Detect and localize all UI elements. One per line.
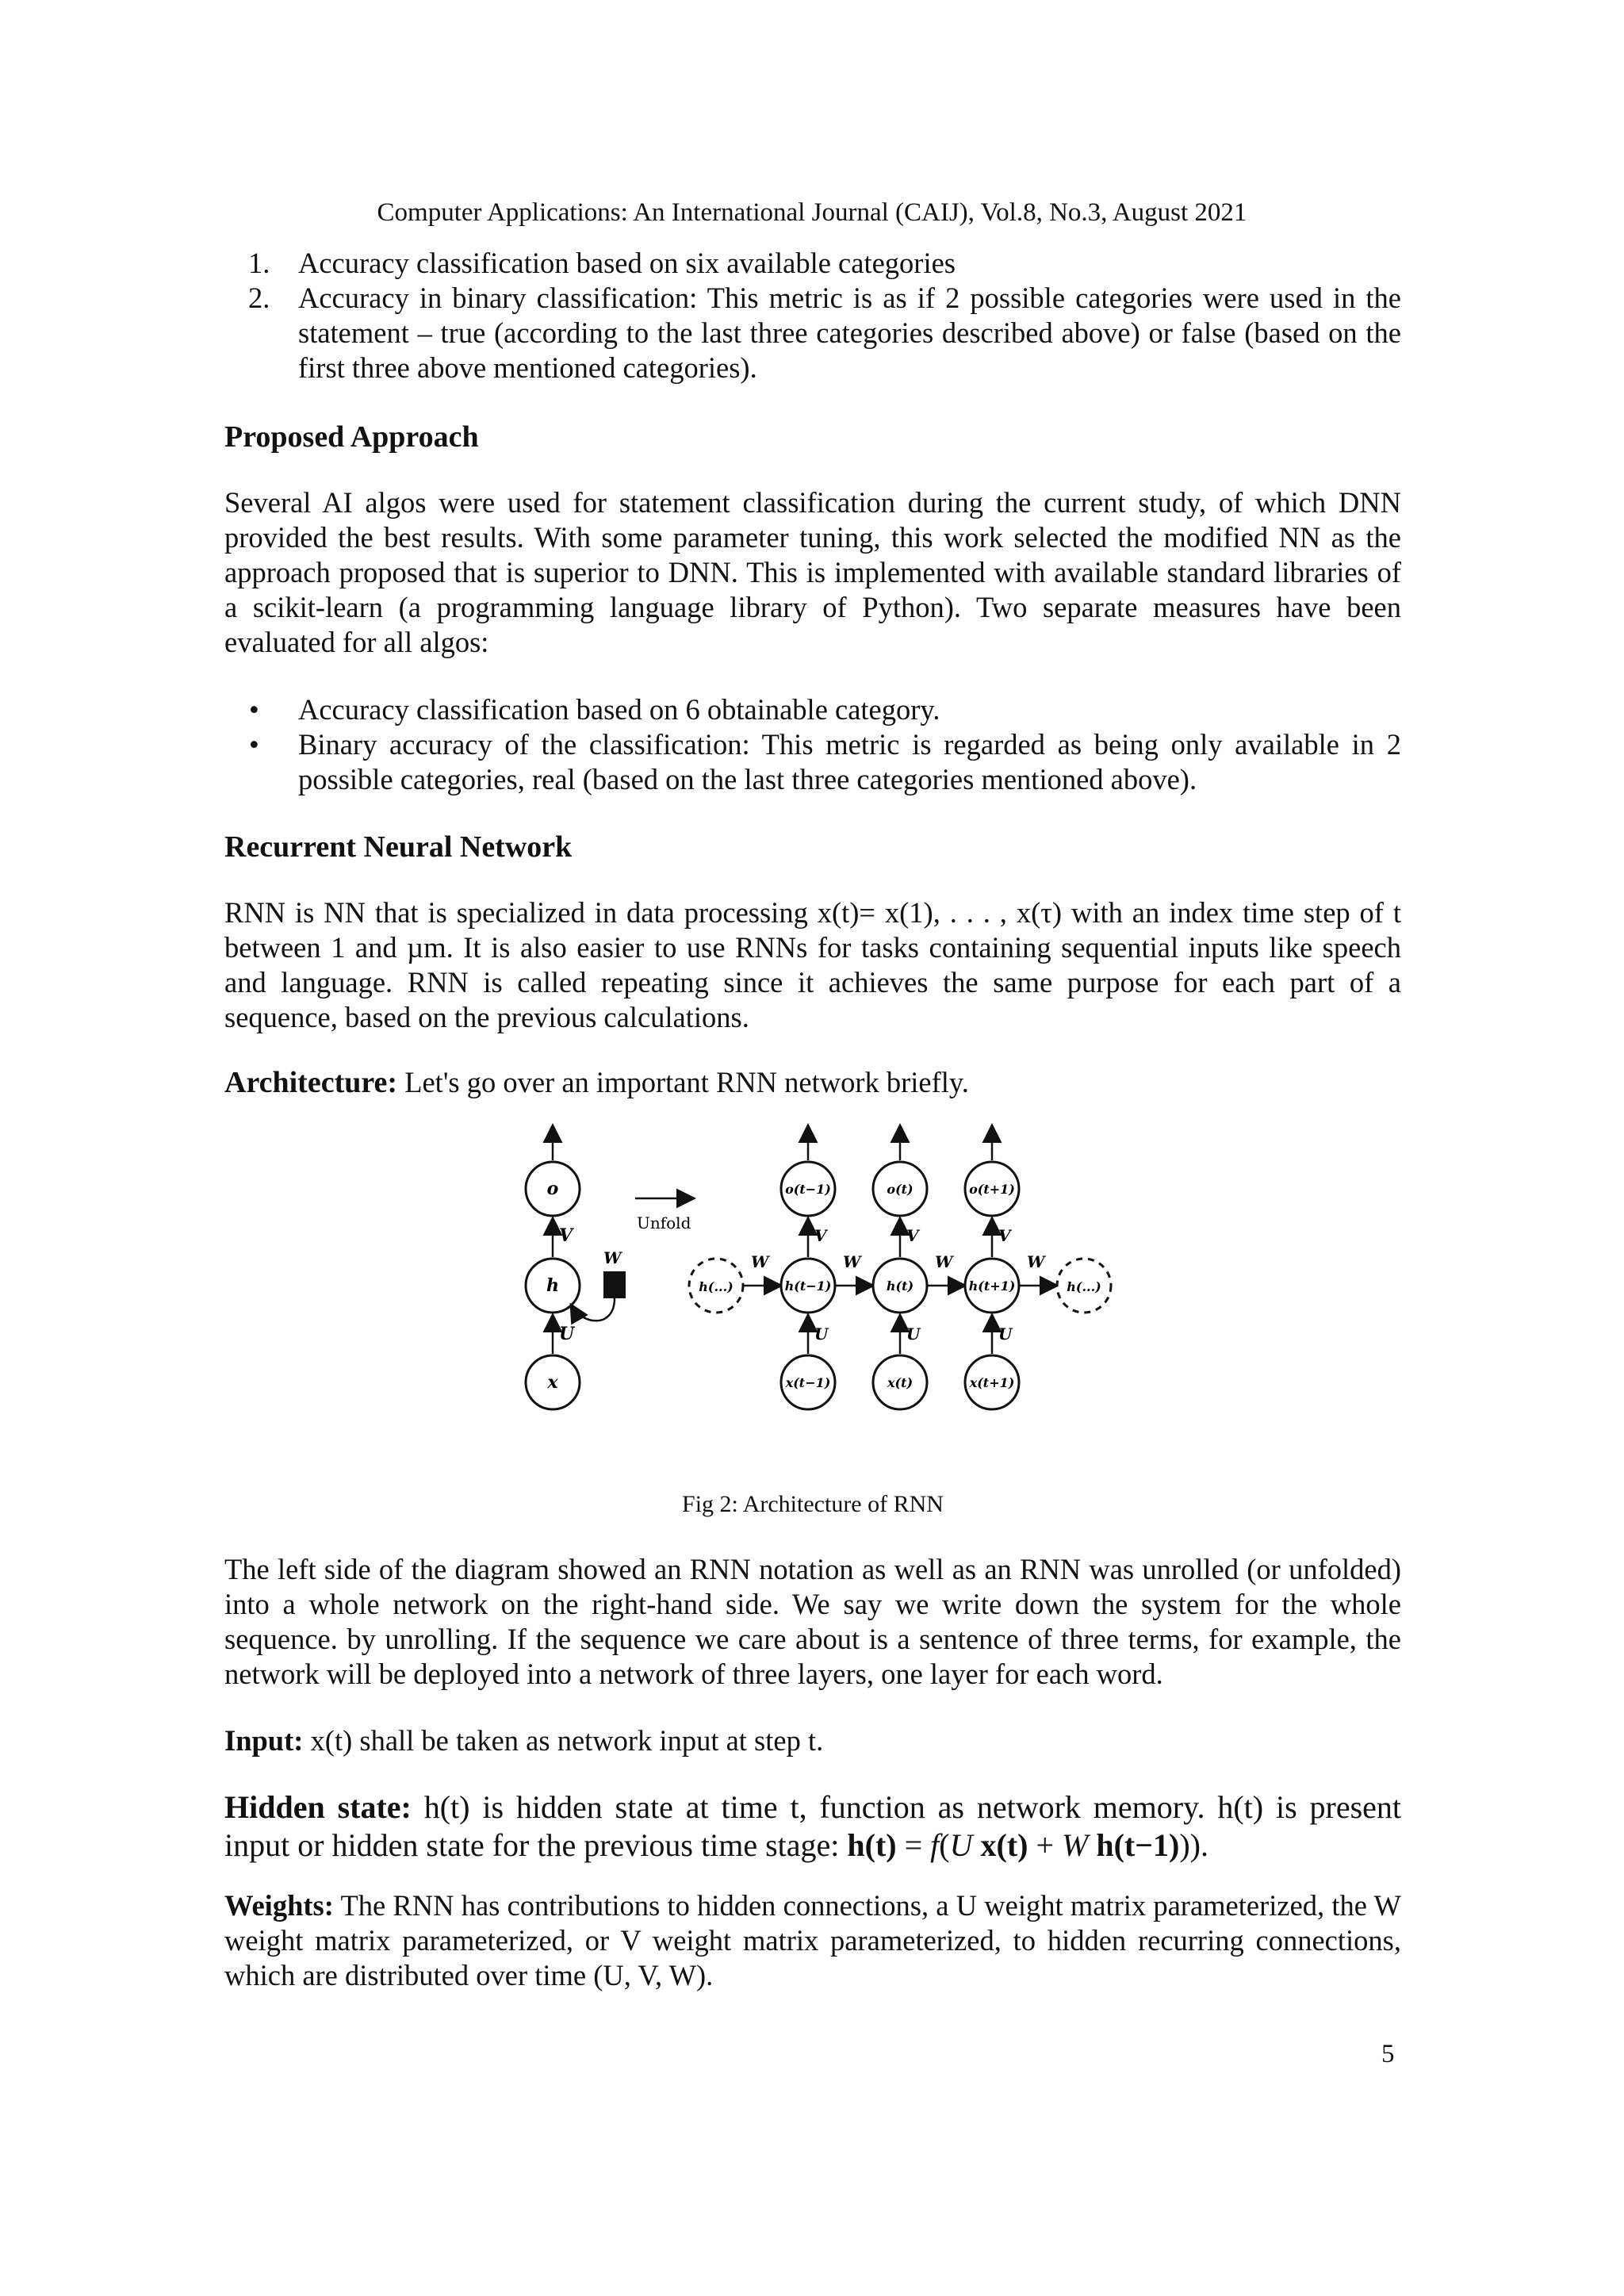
node-label-h: h	[546, 1275, 559, 1296]
node-label: h(t+1)	[968, 1278, 1016, 1294]
list-item-text: Accuracy classification based on six available categories	[298, 247, 956, 279]
rnn-paragraph: RNN is NN that is specialized in data processing x(t)= x(1), . . . , x(τ) with an index time step of t between 1 and µm. It is also easier to use RNNs for tasks containing sequential inputs like speech and language. RNN is called repeating since it achieves the same purpose for each part of a sequence, based on the previous calculations.	[224, 896, 1401, 1033]
rnn-diagram	[224, 1121, 1401, 1454]
formula-close: )).	[1179, 1827, 1208, 1863]
delay-square	[603, 1271, 626, 1298]
list-item	[224, 246, 1401, 281]
weights-paragraph	[224, 1888, 1401, 1993]
unfold-arrow	[635, 1198, 692, 1232]
hidden-state-text: h(t) is hidden state at time t, function as network memory. h(t) is present input or hidden state for the previous time stage:	[224, 1789, 1402, 1863]
proposed-approach-paragraph: Several AI algos were used for statement classification during the current study, of which DNN provided the best results. With some parameter tuning, this work selected the modified NN as the approach proposed that is superior to DNN. This is implemented with available standard libraries of a scikit-learn (a programming language library of Python). Two separate measures have been evaluated for all algos:	[224, 486, 1401, 658]
list-item	[224, 727, 1401, 797]
weight-label-V: V	[559, 1225, 573, 1246]
unrolled-rnn	[689, 1127, 1111, 1409]
weight-label-V: V	[814, 1226, 827, 1245]
hidden-state-label: Hidden state:	[224, 1789, 412, 1825]
formula-xt: x(t)	[980, 1827, 1028, 1863]
page-number: 5	[1381, 2040, 1395, 2068]
node-label: x(t−1)	[785, 1375, 831, 1390]
weight-label-W: W	[935, 1252, 953, 1271]
bullet-icon: •	[249, 693, 259, 726]
node-label: o(t+1)	[969, 1182, 1015, 1197]
formula-ht1: h(t−1)	[1096, 1827, 1180, 1863]
metrics-numbered-list	[224, 246, 1401, 385]
formula-plus: +	[1028, 1827, 1063, 1863]
list-item	[224, 692, 1401, 727]
node-label: h(...)	[699, 1279, 733, 1294]
list-item-text: Accuracy in binary classification: This metric is as if 2 possible categories were used in the statement – true (according to the last three categories described above) or false (based on the first three above mentioned categories).	[298, 282, 1401, 384]
weight-label-V: V	[906, 1226, 919, 1245]
list-item-text: Binary accuracy of the classification: This metric is regarded as being only available in 2 possible categories, real (based on the last three categories mentioned above).	[298, 728, 1401, 795]
figure-caption: Fig 2: Architecture of RNN	[682, 1491, 944, 1517]
weight-label-W: W	[1027, 1252, 1045, 1271]
list-marker: 2.	[248, 282, 270, 314]
weight-label-W: W	[603, 1248, 622, 1267]
node-label: x(t+1)	[969, 1375, 1015, 1390]
node-label: x(t)	[887, 1375, 914, 1390]
bullet-icon: •	[249, 728, 259, 761]
running-header: Computer Applications: An International Journal (CAIJ), Vol.8, No.3, August 2021	[377, 198, 1247, 227]
weights-label: Weights:	[224, 1889, 334, 1922]
architecture-label: Architecture:	[224, 1066, 398, 1099]
weight-label-V: V	[998, 1226, 1011, 1245]
formula-open: (	[939, 1827, 950, 1863]
node-label: o(t)	[887, 1182, 914, 1197]
node-label: h(t)	[886, 1278, 914, 1294]
formula-eq: =	[896, 1827, 931, 1863]
input-text: x(t) shall be taken as network input at step t.	[303, 1724, 824, 1757]
weight-label-U: U	[814, 1324, 829, 1343]
formula-f: f	[930, 1827, 940, 1863]
weight-label-W: W	[751, 1252, 769, 1271]
formula-space	[973, 1827, 981, 1863]
list-item	[224, 281, 1401, 385]
node-label: h(...)	[1067, 1279, 1101, 1294]
measures-bullet-list	[224, 692, 1401, 797]
rnn-architecture-figure	[224, 1121, 1401, 1454]
weight-label-U: U	[998, 1324, 1013, 1343]
formula-ht: h(t)	[847, 1827, 897, 1863]
weight-label-U: U	[559, 1324, 575, 1344]
unfold-label: Unfold	[637, 1213, 691, 1232]
formula-W: W	[1062, 1827, 1089, 1863]
formula-space	[1088, 1827, 1096, 1863]
list-marker: 1.	[248, 247, 270, 279]
hidden-state-paragraph	[224, 1788, 1401, 1865]
folded-rnn	[526, 1127, 626, 1409]
input-label: Input:	[224, 1724, 304, 1757]
formula-U: U	[949, 1827, 973, 1863]
section-heading-rnn: Recurrent Neural Network	[224, 830, 573, 864]
list-item-text: Accuracy classification based on 6 obtainable category.	[298, 693, 940, 726]
node-label: h(t−1)	[784, 1278, 832, 1294]
input-paragraph	[224, 1723, 1401, 1758]
node-label: o(t−1)	[785, 1182, 831, 1197]
weight-label-U: U	[906, 1324, 921, 1343]
node-label-o: o	[546, 1179, 559, 1199]
page-content	[224, 246, 1401, 1993]
architecture-text: Let's go over an important RNN network briefly.	[397, 1066, 969, 1098]
section-heading-proposed-approach: Proposed Approach	[224, 420, 479, 454]
diagram-explanation-paragraph: The left side of the diagram showed an RNN notation as well as an RNN was unrolled (or unfolded) into a whole network on the right-hand side. We say we write down the system for the whole sequence. by unrolling. If the sequence we care about is a sentence of three terms, for example, the network will be deployed into a network of three layers, one layer for each word.	[224, 1553, 1401, 1690]
weights-text: The RNN has contributions to hidden connections, a U weight matrix parameterized, the W weight matrix parameterized, or V weight matrix parameterized, to hidden recurring connections, which are distributed over time (U, V, W).	[224, 1889, 1401, 1991]
architecture-paragraph	[224, 1065, 1401, 1100]
weight-label-W: W	[843, 1252, 861, 1271]
node-label-x: x	[547, 1372, 558, 1393]
